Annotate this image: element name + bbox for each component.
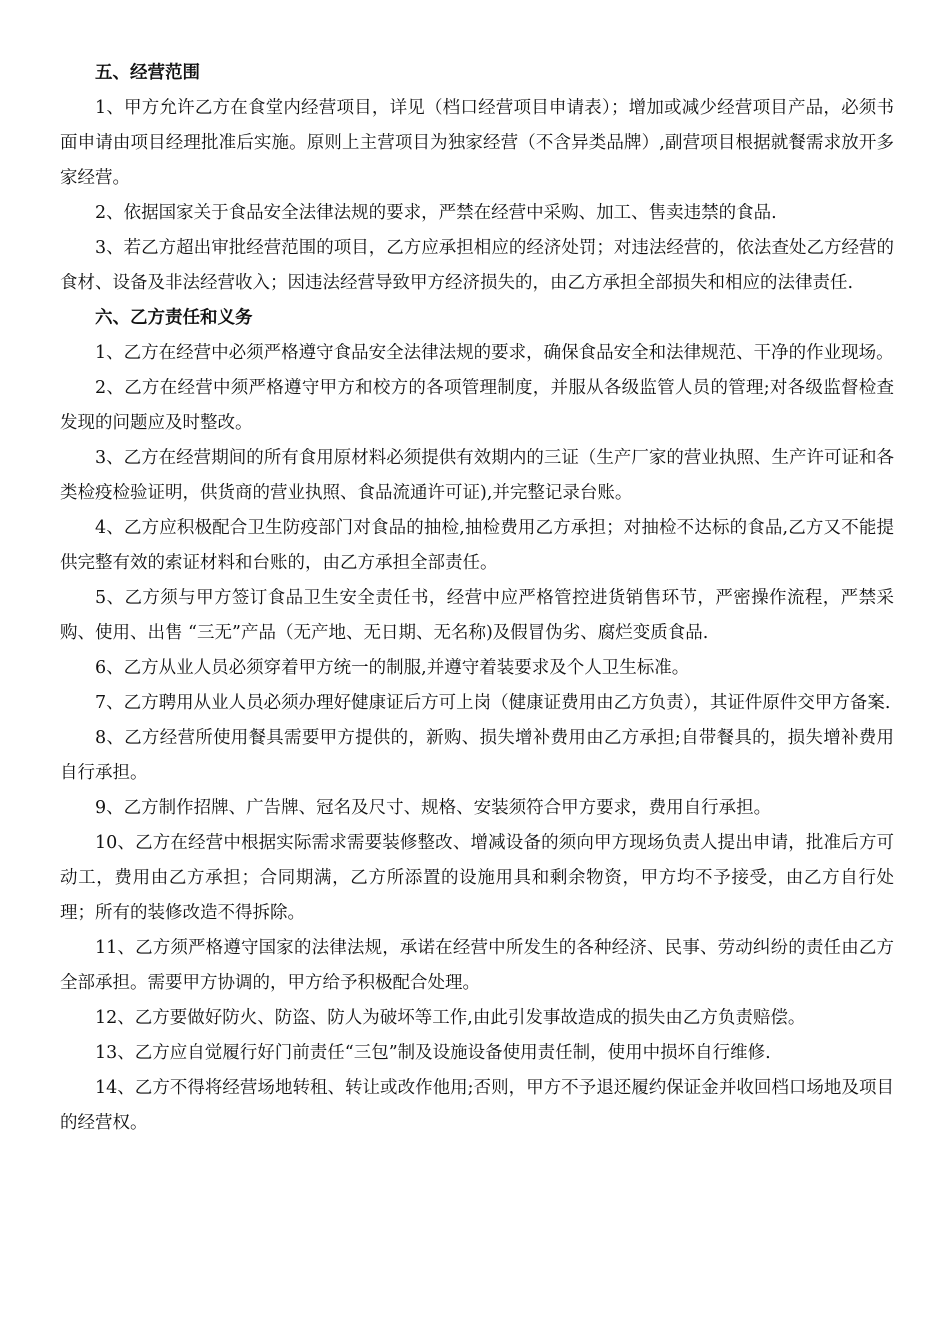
paragraph: 8、乙方经营所使用餐具需要甲方提供的，新购、损失增补费用由乙方承担;自带餐具的，损失增补费用自行承担。 [60, 728, 894, 783]
paragraph: 1、乙方在经营中必须严格遵守食品安全法律法规的要求，确保食品安全和法律规范、干净的作业现场。 [95, 343, 894, 363]
document-page [60, 56, 894, 1141]
paragraph: 4、乙方应积极配合卫生防疫部门对食品的抽检,抽检费用乙方承担；对抽检不达标的食品,乙方又不能提供完整有效的索证材料和台账的，由乙方承担全部责任。 [60, 518, 894, 573]
paragraph: 2、乙方在经营中须严格遵守甲方和校方的各项管理制度，并服从各级监管人员的管理;对各级监督检查发现的问题应及时整改。 [60, 378, 894, 433]
paragraph: 12、乙方要做好防火、防盗、防人为破坏等工作,由此引发事故造成的损失由乙方负责赔偿。 [95, 1008, 806, 1028]
paragraph: 1、甲方允许乙方在食堂内经营项目，详见（档口经营项目申请表）；增加或减少经营项目产品，必须书面申请由项目经理批准后实施。原则上主营项目为独家经营（不含异类品牌）,副营项目根据就餐需求放开多家经营。 [60, 98, 894, 188]
paragraph: 10、乙方在经营中根据实际需求需要装修整改、增减设备的须向甲方现场负责人提出申请，批准后方可动工，费用由乙方承担；合同期满，乙方所添置的设施用具和剩余物资，甲方均不予接受，由乙方自行处理；所有的装修改造不得拆除。 [60, 833, 894, 923]
section-heading-business-scope: 五、经营范围 [95, 63, 200, 83]
paragraph: 9、乙方制作招牌、广告牌、冠名及尺寸、规格、安装须符合甲方要求，费用自行承担。 [95, 798, 772, 818]
paragraph: 14、乙方不得将经营场地转租、转让或改作他用;否则，甲方不予退还履约保证金并收回档口场地及项目的经营权。 [60, 1078, 894, 1133]
paragraph: 13、乙方应自觉履行好门前责任“三包”制及设施设备使用责任制，使用中损坏自行维修. [95, 1043, 771, 1063]
section-heading-party-b-duties: 六、乙方责任和义务 [95, 308, 253, 328]
paragraph: 3、乙方在经营期间的所有食用原材料必须提供有效期内的三证（生产厂家的营业执照、生产许可证和各类检疫检验证明，供货商的营业执照、食品流通许可证),并完整记录台账。 [60, 448, 894, 503]
paragraph: 3、若乙方超出审批经营范围的项目，乙方应承担相应的经济处罚；对违法经营的，依法查处乙方经营的食材、设备及非法经营收入；因违法经营导致甲方经济损失的，由乙方承担全部损失和相应的法律责任. [60, 238, 894, 293]
paragraph: 2、依据国家关于食品安全法律法规的要求，严禁在经营中采购、加工、售卖违禁的食品. [95, 203, 777, 223]
paragraph: 5、乙方须与甲方签订食品卫生安全责任书，经营中应严格管控进货销售环节，严密操作流程，严禁采购、使用、出售 “三无”产品（无产地、无日期、无名称)及假冒伪劣、腐烂变质食品. [60, 588, 894, 643]
paragraph: 11、乙方须严格遵守国家的法律法规，承诺在经营中所发生的各种经济、民事、劳动纠纷的责任由乙方全部承担。需要甲方协调的，甲方给予积极配合处理。 [60, 938, 894, 993]
paragraph: 7、乙方聘用从业人员必须办理好健康证后方可上岗（健康证费用由乙方负责），其证件原件交甲方备案. [95, 693, 891, 713]
paragraph: 6、乙方从业人员必须穿着甲方统一的制服,并遵守着装要求及个人卫生标准。 [95, 658, 690, 678]
